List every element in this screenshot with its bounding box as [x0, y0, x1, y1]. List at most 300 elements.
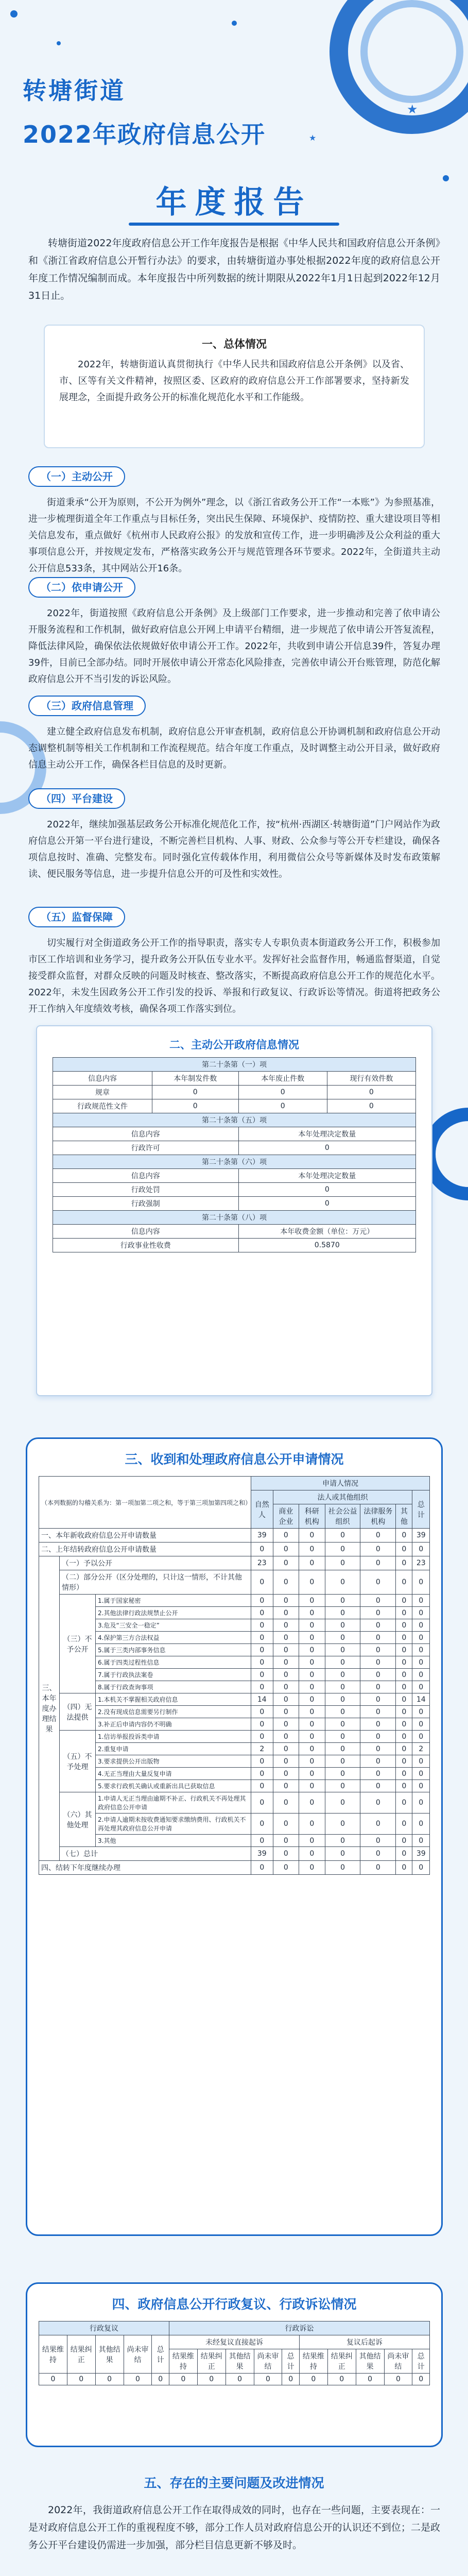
active-disclosure-card	[36, 1025, 432, 1396]
table1-header: 信息内容	[53, 1072, 152, 1086]
app-value-cell: 0	[273, 1847, 299, 1861]
decor-star-icon: ★	[407, 102, 418, 116]
app-row-label: （二）部分公开（区分处理的，只计这一情形，不计其他情形）	[60, 1570, 251, 1595]
app-row-label: 一、本年新收政府信息公开申请数量	[39, 1529, 251, 1543]
app-value-cell: 0	[396, 1681, 412, 1693]
app-row-label: 2.其他法律行政法规禁止公开	[96, 1607, 251, 1619]
review-value-cell: 0	[95, 2374, 124, 2385]
app-row-label: 2.没有现成信息需要另行制作	[96, 1706, 251, 1718]
app-value-cell: 0	[360, 1693, 396, 1706]
app-row-label: 5.要求行政机关确认或重新出具已获取信息	[96, 1780, 251, 1792]
review-value-cell: 0	[67, 2374, 95, 2385]
app-value-cell: 0	[396, 1768, 412, 1780]
app-value-cell: 0	[273, 1861, 299, 1875]
app-value-cell: 39	[412, 1529, 430, 1543]
app-table-row	[39, 1681, 430, 1693]
app-value-cell: 0	[325, 1814, 360, 1835]
table3-header: 本年处理决定数量	[238, 1169, 415, 1183]
app-table-row	[39, 1595, 430, 1607]
app-value-cell: 2	[412, 1743, 430, 1755]
app-value-cell: 0	[412, 1861, 430, 1875]
app-table-row	[39, 1632, 430, 1644]
app-subgroup-label: （六）其他处理	[60, 1792, 96, 1847]
app-value-cell: 0	[325, 1835, 360, 1847]
report-title-underline	[129, 223, 339, 226]
review-value-cell: 0	[356, 2374, 384, 2385]
section-text-platform: 2022年，继续加强基层政务公开标准化规范化工作，按“杭州·西湖区·转塘街道”门户网站作为政府信息公开第一平台进行建设，不断完善栏目机构、人事、财政、公众参与等公开专栏建设，确保各项信息按时、准确、完整发布。同时强化宣传载体作用，利用微信公众号等新媒体及时发布政策解读、便民服务等信息，进一步提升信息公开的可及性和实效性。	[28, 819, 440, 879]
overview-title: 一、总体情况	[202, 338, 267, 350]
app-value-cell: 0	[273, 1644, 299, 1656]
section-tag-supervision: （五）监督保障	[28, 907, 125, 927]
app-row-label: 2.重复申请	[96, 1743, 251, 1755]
app-row-label: 3.其他	[96, 1835, 251, 1847]
app-group-label: 三、本年度办理结果	[39, 1556, 60, 1861]
app-value-cell: 0	[325, 1731, 360, 1743]
review-col: 其他结果	[95, 2335, 124, 2374]
table1-cell: 0	[327, 1099, 415, 1113]
app-value-cell: 0	[396, 1543, 412, 1556]
app-row-label: 1.信访举报投诉类申请	[96, 1731, 251, 1743]
table4-cell: 0.5870	[238, 1239, 415, 1252]
app-table-col-legal-sub: 商业企业	[273, 1504, 299, 1529]
app-value-cell: 0	[396, 1656, 412, 1669]
app-value-cell: 0	[325, 1644, 360, 1656]
app-row-label: 7.属于行政执法案卷	[96, 1669, 251, 1681]
app-value-cell: 0	[396, 1669, 412, 1681]
app-value-cell: 0	[299, 1656, 325, 1669]
app-value-cell: 0	[299, 1595, 325, 1607]
app-value-cell: 0	[325, 1743, 360, 1755]
app-table-row-header: （本列数据的勾稽关系为：第一项加第二项之和，等于第三项加第四项之和）	[39, 1477, 251, 1529]
app-table-row	[39, 1755, 430, 1768]
app-row-label: 2.申请人逾期未按收费通知要求缴纳费用、行政机关不再处理其政府信息公开申请	[96, 1814, 251, 1835]
app-value-cell: 0	[325, 1718, 360, 1731]
app-value-cell: 0	[396, 1847, 412, 1861]
litigation-col: 结果维持	[169, 2349, 197, 2374]
app-value-cell: 0	[273, 1656, 299, 1669]
app-value-cell: 0	[273, 1731, 299, 1743]
app-value-cell: 0	[396, 1556, 412, 1570]
app-value-cell: 0	[325, 1619, 360, 1632]
section-text-info-management: 建立健全政府信息发布机制，政府信息公开审查机制，政府信息公开协调机制和政府信息公开动态调整机制等相关工作机制和工作流程规范。结合年度工作重点，及时调整主动公开目录，做好政府信息主动公开工作，确保各栏目信息的及时更新。	[28, 726, 440, 770]
app-row-label: 5.属于三类内部事务信息	[96, 1644, 251, 1656]
app-table-col-legal-sub: 科研机构	[299, 1504, 325, 1529]
app-value-cell: 0	[360, 1669, 396, 1681]
table4-cell: 行政事业性收费	[53, 1239, 239, 1252]
app-value-cell: 0	[412, 1595, 430, 1607]
section-tag-platform: （四）平台建设	[28, 788, 125, 809]
review-header: 行政复议	[39, 2321, 169, 2335]
app-value-cell: 0	[396, 1644, 412, 1656]
app-table-row	[39, 1780, 430, 1792]
review-value-cell: 0	[254, 2374, 282, 2385]
app-table-row	[39, 1792, 430, 1814]
litigation-col: 尚未审结	[384, 2349, 412, 2374]
app-value-cell: 0	[325, 1595, 360, 1607]
litigation-col: 结果纠正	[327, 2349, 356, 2374]
app-table-col-person: 自然人	[251, 1490, 273, 1529]
app-value-cell: 0	[360, 1632, 396, 1644]
app-row-label: 3.补正后申请内容仍不明确	[96, 1718, 251, 1731]
app-table-row	[39, 1835, 430, 1847]
app-table-row	[39, 1619, 430, 1632]
table1-cell: 规章	[53, 1086, 152, 1099]
part2-title: 二、主动公开政府信息情况	[169, 1039, 299, 1051]
app-row-label: 1.属于国家秘密	[96, 1595, 251, 1607]
app-value-cell: 0	[325, 1656, 360, 1669]
overview-card	[44, 325, 425, 448]
app-value-cell: 0	[412, 1835, 430, 1847]
review-value-cell: 0	[299, 2374, 327, 2385]
app-value-cell: 0	[396, 1743, 412, 1755]
app-value-cell: 0	[251, 1861, 273, 1875]
table2-header: 本年处理决定数量	[238, 1127, 415, 1141]
litigation-after-review: 复议后起诉	[299, 2335, 429, 2349]
app-value-cell: 14	[412, 1693, 430, 1706]
app-table-row	[39, 1847, 430, 1861]
app-value-cell: 0	[251, 1543, 273, 1556]
app-value-cell: 0	[273, 1543, 299, 1556]
app-value-cell: 0	[325, 1847, 360, 1861]
app-table-col-legal-sub: 法律服务机构	[360, 1504, 396, 1529]
active-disclosure-table	[53, 1057, 416, 1252]
app-value-cell: 14	[251, 1693, 273, 1706]
app-value-cell: 0	[412, 1768, 430, 1780]
app-value-cell: 0	[396, 1693, 412, 1706]
app-value-cell: 0	[360, 1644, 396, 1656]
app-value-cell: 0	[360, 1656, 396, 1669]
app-value-cell: 0	[251, 1731, 273, 1743]
app-value-cell: 0	[273, 1743, 299, 1755]
app-value-cell: 2	[251, 1743, 273, 1755]
app-value-cell: 0	[396, 1607, 412, 1619]
app-value-cell: 0	[396, 1835, 412, 1847]
app-value-cell: 0	[299, 1570, 325, 1595]
app-table-row	[39, 1768, 430, 1780]
app-value-cell: 0	[299, 1755, 325, 1768]
app-table-row	[39, 1644, 430, 1656]
app-value-cell: 0	[251, 1656, 273, 1669]
app-value-cell: 0	[325, 1780, 360, 1792]
app-subgroup-label: （四）无法提供	[60, 1693, 96, 1731]
app-value-cell: 0	[396, 1718, 412, 1731]
review-value-cell: 0	[169, 2374, 197, 2385]
app-value-cell: 0	[360, 1706, 396, 1718]
app-value-cell: 0	[412, 1792, 430, 1814]
app-value-cell: 0	[251, 1755, 273, 1768]
table3-cell: 行政处罚	[53, 1183, 239, 1197]
review-col: 总计	[152, 2335, 169, 2374]
app-value-cell: 0	[360, 1847, 396, 1861]
app-table-col-total: 总计	[412, 1490, 430, 1529]
app-value-cell: 0	[299, 1644, 325, 1656]
review-litigation-table	[39, 2321, 430, 2385]
app-value-cell: 0	[273, 1693, 299, 1706]
app-subgroup-label: （三）不予公开	[60, 1595, 96, 1693]
app-value-cell: 0	[299, 1619, 325, 1632]
app-value-cell: 0	[325, 1570, 360, 1595]
table1-cell: 0	[152, 1086, 238, 1099]
app-value-cell: 0	[273, 1780, 299, 1792]
app-row-label: 四、结转下年度继续办理	[39, 1861, 251, 1875]
app-value-cell: 0	[273, 1792, 299, 1814]
app-value-cell: 0	[299, 1835, 325, 1847]
app-row-label: 1.本机关不掌握相关政府信息	[96, 1693, 251, 1706]
app-value-cell: 0	[360, 1556, 396, 1570]
app-value-cell: 0	[360, 1543, 396, 1556]
app-value-cell: 0	[251, 1570, 273, 1595]
app-value-cell: 0	[273, 1570, 299, 1595]
app-table-row	[39, 1743, 430, 1755]
app-value-cell: 0	[360, 1780, 396, 1792]
app-value-cell: 0	[251, 1632, 273, 1644]
app-row-label: 二、上年结转政府信息公开申请数量	[39, 1543, 251, 1556]
app-value-cell: 0	[325, 1768, 360, 1780]
review-value-cell: 0	[226, 2374, 254, 2385]
app-value-cell: 0	[360, 1731, 396, 1743]
litigation-header: 行政诉讼	[169, 2321, 429, 2335]
app-value-cell: 0	[396, 1529, 412, 1543]
app-value-cell: 0	[412, 1543, 430, 1556]
table3-cell: 0	[238, 1183, 415, 1197]
app-value-cell: 0	[325, 1792, 360, 1814]
app-table-row	[39, 1570, 430, 1595]
part3-title: 三、收到和处理政府信息公开申请情况	[125, 1452, 344, 1467]
app-value-cell: 0	[273, 1768, 299, 1780]
app-value-cell: 0	[360, 1792, 396, 1814]
app-value-cell: 0	[396, 1731, 412, 1743]
app-table-col-legal-group: 法人或其他组织	[273, 1490, 412, 1504]
app-value-cell: 23	[251, 1556, 273, 1570]
app-value-cell: 0	[251, 1595, 273, 1607]
app-value-cell: 0	[412, 1607, 430, 1619]
app-row-label: 3.要求提供公开出版物	[96, 1755, 251, 1768]
app-value-cell: 0	[251, 1792, 273, 1814]
app-value-cell: 0	[325, 1681, 360, 1693]
applications-frame	[26, 1437, 443, 2236]
app-value-cell: 0	[299, 1543, 325, 1556]
app-value-cell: 0	[251, 1681, 273, 1693]
app-value-cell: 0	[251, 1814, 273, 1835]
app-value-cell: 0	[325, 1669, 360, 1681]
app-value-cell: 0	[299, 1607, 325, 1619]
app-value-cell: 0	[251, 1718, 273, 1731]
review-litigation-frame	[26, 2282, 443, 2447]
litigation-col: 尚未审结	[254, 2349, 282, 2374]
app-value-cell: 0	[412, 1755, 430, 1768]
app-value-cell: 0	[299, 1693, 325, 1706]
app-value-cell: 0	[325, 1607, 360, 1619]
app-value-cell: 0	[360, 1835, 396, 1847]
app-value-cell: 0	[251, 1780, 273, 1792]
app-value-cell: 0	[273, 1595, 299, 1607]
report-intro: 转塘街道2022年度政府信息公开工作年度报告是根据《中华人民共和国政府信息公开条例》和《浙江省政府信息公开暂行办法》的要求，由转塘街道办事处根据2022年度的政府信息公开年度工作情况编制而成。本年度报告中所列数据的统计期限从2022年1月1日起到2022年12月31日止。	[28, 238, 440, 301]
app-row-label: （七）总计	[60, 1847, 251, 1861]
app-value-cell: 0	[251, 1607, 273, 1619]
app-value-cell: 0	[273, 1718, 299, 1731]
app-value-cell: 0	[251, 1644, 273, 1656]
app-value-cell: 0	[412, 1632, 430, 1644]
app-value-cell: 0	[299, 1718, 325, 1731]
review-col: 尚未审结	[124, 2335, 152, 2374]
section-text-application: 2022年，街道按照《政府信息公开条例》及上级部门工作要求，进一步推动和完善了依申请公开服务流程和工作机制，做好政府信息公开网上申请平台精细，进一步规范了依申请公开答复流程，降低法律风险，确保依法依规做好依申请公开工作。2022年，共收到申请公开信息39件，答复办理39件，目前已全部办结。同时开展依申请公开常态化风险排查，完善依申请公开台账管理，防范化解政府信息公开不当引发的诉讼风险。	[28, 608, 440, 685]
report-title: 年度报告	[155, 184, 313, 221]
table1-header: 本年废止件数	[238, 1072, 327, 1086]
litigation-col: 其他结果	[226, 2349, 254, 2374]
app-value-cell: 0	[299, 1792, 325, 1814]
table4-section-title: 第二十条第（八）项	[53, 1211, 416, 1225]
app-value-cell: 0	[360, 1755, 396, 1768]
app-value-cell: 0	[325, 1861, 360, 1875]
app-value-cell: 0	[325, 1556, 360, 1570]
app-value-cell: 0	[325, 1693, 360, 1706]
app-value-cell: 23	[412, 1556, 430, 1570]
app-table-row	[39, 1556, 430, 1570]
app-value-cell: 0	[273, 1706, 299, 1718]
table1-cell: 0	[152, 1099, 238, 1113]
app-value-cell: 0	[360, 1607, 396, 1619]
part5-paragraph-1: 2022年，我街道政府信息公开工作在取得成效的同时，也存在一些问题，主要表现在：一是对政府信息公开工作的重视程度不够，部分工作人员对政府信息公开的认识还不到位；二是政务公开平台建设仍需进一步加强，部分栏目信息更新不够及时。	[28, 2504, 440, 2551]
app-value-cell: 0	[273, 1681, 299, 1693]
review-value-cell: 0	[124, 2374, 152, 2385]
table3-section-title: 第二十条第（六）项	[53, 1155, 416, 1169]
app-value-cell: 0	[412, 1619, 430, 1632]
app-value-cell: 0	[412, 1681, 430, 1693]
table1-cell: 0	[327, 1086, 415, 1099]
app-value-cell: 0	[396, 1755, 412, 1768]
section-text-active-disclosure: 街道秉承“公开为原则，不公开为例外”理念，以《浙江省政务公开工作“一本账”》为参照基准，进一步梳理街道全年工作重点与目标任务，突出民生保障、环境保护、疫情防控、重大建设项目等相关信息发布，重点做好《杭州市人民政府公报》的发放和宣传工作，进一步明确涉及公众利益的重大事项信息公开，并按规定发布，严格落实政务公开与规范管理各环节要求。2022年，全街道共主动公开信息533条，其中网站公开16条。	[28, 497, 440, 574]
app-value-cell: 0	[396, 1595, 412, 1607]
header-title-line2: 2022年政府信息公开	[23, 121, 266, 148]
litigation-col: 结果纠正	[197, 2349, 226, 2374]
app-value-cell: 0	[299, 1847, 325, 1861]
review-value-cell: 0	[197, 2374, 226, 2385]
app-row-label: 4.保护第三方合法权益	[96, 1632, 251, 1644]
app-value-cell: 0	[412, 1706, 430, 1718]
app-value-cell: 0	[273, 1669, 299, 1681]
app-row-label: （一）予以公开	[60, 1556, 251, 1570]
litigation-col: 其他结果	[356, 2349, 384, 2374]
app-row-label: 1.申请人无正当理由逾期不补正、行政机关不再处理其政府信息公开申请	[96, 1792, 251, 1814]
app-table-row	[39, 1814, 430, 1835]
app-value-cell: 0	[360, 1718, 396, 1731]
app-table-col-legal-sub: 社会公益组织	[325, 1504, 360, 1529]
app-value-cell: 0	[251, 1835, 273, 1847]
app-value-cell: 0	[299, 1861, 325, 1875]
table3-header: 信息内容	[53, 1169, 239, 1183]
app-subgroup-label: （五）不予处理	[60, 1731, 96, 1792]
app-table-row	[39, 1529, 430, 1543]
app-value-cell: 0	[273, 1529, 299, 1543]
app-table-row	[39, 1861, 430, 1875]
app-value-cell: 0	[412, 1731, 430, 1743]
app-value-cell: 0	[412, 1669, 430, 1681]
app-value-cell: 0	[396, 1792, 412, 1814]
app-value-cell: 0	[396, 1619, 412, 1632]
app-row-label: 6.属于四类过程性信息	[96, 1656, 251, 1669]
app-value-cell: 0	[396, 1706, 412, 1718]
table2-header: 信息内容	[53, 1127, 239, 1141]
table1-cell: 0	[238, 1086, 327, 1099]
app-value-cell: 0	[396, 1570, 412, 1595]
decor-star-icon: ★	[309, 133, 317, 143]
review-col: 结果纠正	[67, 2335, 95, 2374]
app-value-cell: 0	[412, 1644, 430, 1656]
table2-section-title: 第二十条第（五）项	[53, 1113, 416, 1127]
app-value-cell: 0	[273, 1755, 299, 1768]
app-value-cell: 0	[360, 1529, 396, 1543]
app-value-cell: 0	[360, 1768, 396, 1780]
app-value-cell: 39	[251, 1529, 273, 1543]
app-value-cell: 0	[299, 1814, 325, 1835]
header	[0, 0, 468, 201]
app-table-row	[39, 1656, 430, 1669]
table4-header: 本年收费金额（单位：万元）	[238, 1225, 415, 1239]
app-value-cell: 39	[412, 1847, 430, 1861]
app-value-cell: 0	[299, 1780, 325, 1792]
header-title-line1: 转塘街道	[23, 77, 126, 105]
table1-cell: 行政规范性文件	[53, 1099, 152, 1113]
review-value-cell: 0	[327, 2374, 356, 2385]
litigation-col: 总计	[282, 2349, 300, 2374]
app-value-cell: 0	[360, 1861, 396, 1875]
app-value-cell: 0	[325, 1529, 360, 1543]
section-tag-application: （二）依申请公开	[28, 577, 135, 598]
app-value-cell: 0	[325, 1632, 360, 1644]
review-values-row	[39, 2374, 430, 2385]
review-value-cell: 0	[152, 2374, 169, 2385]
review-value-cell: 0	[412, 2374, 430, 2385]
review-col: 结果维持	[39, 2335, 67, 2374]
app-value-cell: 0	[360, 1681, 396, 1693]
app-value-cell: 0	[396, 1780, 412, 1792]
app-value-cell: 0	[360, 1814, 396, 1835]
app-value-cell: 0	[412, 1780, 430, 1792]
app-table-row	[39, 1669, 430, 1681]
litigation-no-review: 未经复议直接起诉	[169, 2335, 299, 2349]
app-table-row	[39, 1543, 430, 1556]
app-table-row	[39, 1607, 430, 1619]
app-value-cell: 0	[412, 1814, 430, 1835]
app-value-cell: 0	[299, 1706, 325, 1718]
table1-header: 本年制发件数	[152, 1072, 238, 1086]
app-value-cell: 0	[299, 1731, 325, 1743]
table1-cell: 0	[238, 1099, 327, 1113]
app-table-row	[39, 1718, 430, 1731]
app-value-cell: 0	[273, 1619, 299, 1632]
app-value-cell: 0	[273, 1835, 299, 1847]
app-value-cell: 0	[273, 1814, 299, 1835]
app-value-cell: 0	[299, 1681, 325, 1693]
app-value-cell: 0	[325, 1755, 360, 1768]
litigation-col: 结果维持	[299, 2349, 327, 2374]
app-value-cell: 0	[325, 1543, 360, 1556]
table1-section-title: 第二十条第（一）项	[53, 1058, 416, 1072]
app-value-cell: 0	[396, 1861, 412, 1875]
app-value-cell: 0	[251, 1706, 273, 1718]
applications-table	[39, 1476, 430, 1875]
app-row-label: 4.无正当理由大量反复申请	[96, 1768, 251, 1780]
part5-title: 五、存在的主要问题及改进情况	[144, 2476, 324, 2490]
app-value-cell: 0	[251, 1619, 273, 1632]
section-text-supervision: 切实履行对全街道政务公开工作的指导职责，落实专人专职负责本街道政务公开工作，积极参加市区工作培训和业务学习，提升政务公开队伍专业水平。发挥好社会监督作用，畅通监督渠道，自觉接受群众监督，对群众反映的问题及时核查、整改落实，不断提高政府信息公开工作的规范化水平。2022年，未发生因政务公开工作引发的投诉、举报和行政复议、行政诉讼等情况。街道将把政务公开工作纳入年度绩效考核，确保各项工作落实到位。	[28, 938, 440, 1014]
app-value-cell: 0	[273, 1607, 299, 1619]
app-value-cell: 0	[273, 1632, 299, 1644]
app-value-cell: 0	[412, 1718, 430, 1731]
part4-title: 四、政府信息公开行政复议、行政诉讼情况	[112, 2297, 357, 2312]
section-tag-info-management: （三）政府信息管理	[28, 696, 146, 716]
app-table-row	[39, 1731, 430, 1743]
